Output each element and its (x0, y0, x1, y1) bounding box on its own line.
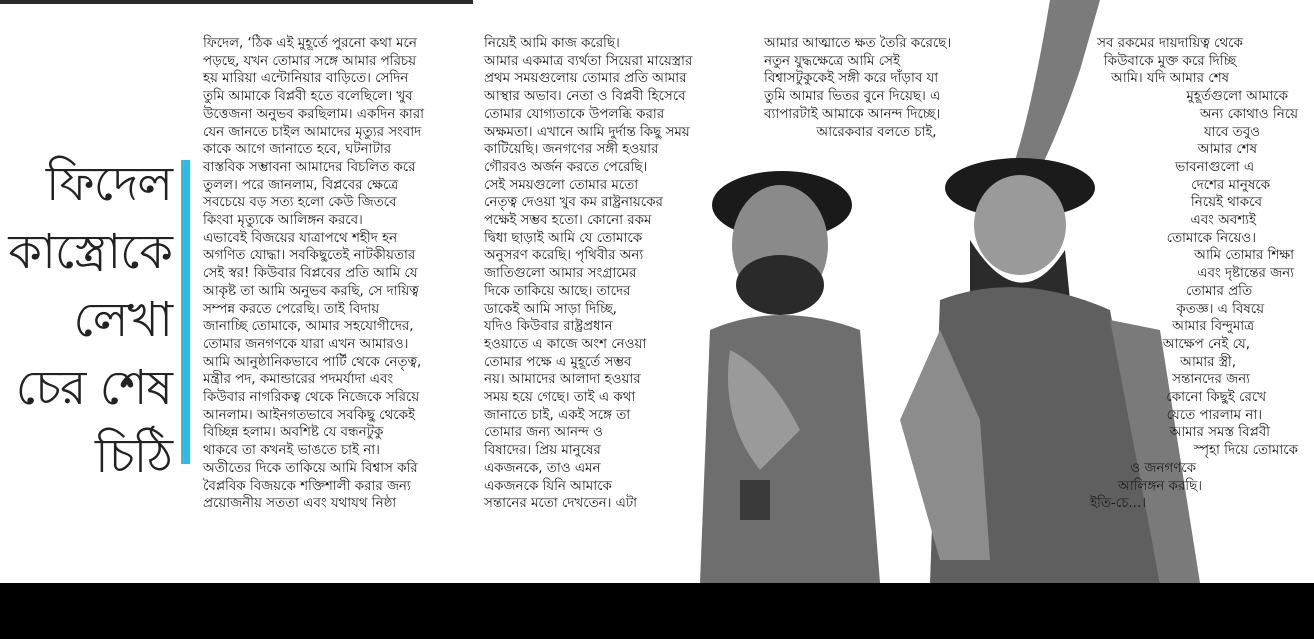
body-line: আমার বিন্দুমাত্র (1172, 319, 1254, 335)
body-line: দিকে তাকিয়ে আছে। তাদের (484, 283, 631, 299)
body-line: তোমার জনগণকে যারা এখন আমারও। (203, 336, 409, 352)
body-line: ও জনগণকে (1130, 460, 1196, 476)
body-line: আনলাম। আইনগতভাবে সবকিছু থেকেই (203, 407, 415, 423)
body-line: তোমাকে নিয়েও। (1166, 230, 1256, 246)
body-line: অতীতের দিকে তাকিয়ে আমি বিশ্বাস করি (203, 460, 418, 476)
body-line: সন্তানদের জন্য (1172, 372, 1250, 388)
body-line: অন্য কোথাও নিয়ে (1199, 106, 1298, 122)
body-line: যেন জানতে চাইল আমাদের মৃত্যুর সংবাদ (203, 124, 422, 140)
body-line: একজনকে, তাও এমন (484, 460, 601, 476)
headline (0, 150, 172, 490)
body-line: ব্যাপারটাই আমাকে আনন্দ দিচ্ছে। (764, 106, 941, 122)
column-2 (484, 35, 734, 513)
body-line: সেই স্বর! কিউবার বিপ্লবের প্রতি আমি যে (203, 266, 418, 282)
headline-line: ফিদেল (45, 156, 172, 212)
column-1 (203, 35, 468, 513)
body-line: আমার সমস্ত বিপ্লবী (1169, 425, 1270, 441)
body-line: সেই সময়গুলো তোমার মতো (484, 177, 639, 193)
body-line: আমার একমাত্র ব্যর্থতা সিয়েরা মায়েস্ত্রার (484, 53, 693, 69)
body-line: নতুন যুদ্ধক্ষেত্রে আমি সেই (764, 53, 900, 69)
body-line: কোনো কিছুই রেখে (1166, 390, 1266, 406)
body-line: মন্ত্রীর পদ, কমান্ডারের পদমর্যাদা এবং (203, 372, 394, 388)
body-line: থাকবে তা কখনই ভাঙতে চাই না। (203, 443, 380, 459)
body-line: বিষাদের। প্রিয় মানুষের (484, 443, 601, 459)
body-line: তোমার জন্য আনন্দ ও (484, 425, 603, 441)
headline-line: লেখা (73, 292, 172, 348)
body-line: উত্তেজনা অনুভব করছিলাম। একদিন কারা (203, 106, 424, 122)
body-line: ডাকেই আমি সাড়া দিচ্ছি, (484, 301, 617, 317)
body-line: কাকে আগে জানাতে হবে, ঘটনাটার (203, 142, 392, 158)
body-line: এবং দৃষ্টান্তের জন্য (1197, 266, 1294, 282)
body-line: আমার আত্মাতে ক্ষত তৈরি করেছে। (764, 36, 952, 51)
body-line: আমি। যদি আমার শেষ (1110, 71, 1230, 87)
body-line: তোমার যোগ্যতাকে উপলব্ধি করার (484, 106, 665, 122)
column-3 (764, 35, 989, 141)
body-line: আকৃষ্ট তা আমি অনুভব করছি, সে দায়িত্ব (203, 283, 419, 299)
body-line: এভাবেই বিজয়ের যাত্রাপথে শহীদ হন (203, 230, 398, 246)
body-line: আরেকবার বলতে চাই, (816, 124, 937, 140)
body-line: সন্তানের মতো দেখতেন। এটা (484, 496, 638, 512)
body-line: বিশ্বাসটুকুকেই সঙ্গী করে দাঁড়াব যা (764, 71, 939, 87)
body-line: হয় মারিয়া এন্টোনিয়ার বাড়িতে। সেদিন (203, 71, 409, 87)
body-line: তোমার প্রতি (1185, 283, 1252, 299)
body-line: আমার স্ত্রী, (1180, 354, 1236, 370)
bottom-black-band (0, 583, 1314, 639)
body-line: জানাচ্ছি তোমাকে, আমার সহযোগীদের, (203, 319, 414, 335)
headline-line: চিঠি (94, 428, 172, 484)
headline-line: কাস্ত্রোকে (8, 224, 172, 280)
body-line: নিয়েই থাকবে (1190, 195, 1262, 211)
body-line: জাতিগুলো আমার সংগ্রামের (484, 266, 637, 282)
body-line: পক্ষেই সম্ভব হতো। কোনো রকম (484, 213, 652, 229)
body-line: কৃতজ্ঞ। এ বিষয়ে (1176, 301, 1264, 317)
body-line: বিচ্ছিন্ন হলাম। অবশিষ্ট যে বন্ধনটুকু (203, 425, 384, 441)
body-line: অনুসরণ করেছি। পৃথিবীর অন্য (484, 248, 644, 264)
body-line: দ্বিধা ছাড়াই আমি যে তোমাকে (484, 230, 643, 246)
body-line: আক্ষেপ নেই যে, (1162, 336, 1250, 352)
body-line: জানাতে চাই, একই সঙ্গে তা (484, 407, 631, 423)
body-line: যাবে তবুও (1203, 124, 1260, 140)
body-line: নয়। আমাদের আলাদা হওয়ার (484, 372, 641, 388)
body-line: তুমি আমাকে বিপ্লবী হতে বলেছিলে। খুব (203, 89, 413, 105)
body-line: তোমার পক্ষে এ মুহূর্তে সম্ভব (484, 354, 632, 370)
body-line: নেতৃত্ব দেওয়া খুব কম রাষ্ট্রনায়কের (484, 195, 663, 211)
body-line: প্রথম সময়গুলোয় তোমার প্রতি আমার (484, 71, 687, 87)
body-line: আস্থার অভাব। নেতা ও বিপ্লবী হিসেবে (484, 89, 686, 105)
body-line: বৈপ্লবিক বিজয়কে শক্তিশালী করার জন্য (203, 478, 411, 494)
headline-accent-bar (181, 160, 190, 464)
body-line: তুমি আমার ভিতর বুনে দিয়েছ। এ (764, 89, 941, 105)
body-line: কিংবা মৃত্যুকে আলিঙ্গন করবে। (203, 213, 363, 229)
body-line: আলিঙ্গন করছি। (1117, 478, 1202, 494)
body-line: কিউবার নাগরিকত্ব থেকে নিজেকে সরিয়ে (203, 390, 420, 406)
column-4 (1040, 35, 1300, 513)
body-line: সবচেয়ে বড় সত্য হলো কেউ জিতবে (203, 195, 397, 211)
body-line: যদিও কিউবার রাষ্ট্রপ্রধান (484, 319, 613, 335)
body-line: মুহূর্তগুলো আমাকে (1186, 89, 1288, 105)
body-line: সব রকমের দায়দায়িত্ব থেকে (1097, 36, 1243, 51)
body-line: সম্পন্ন করতে পেরেছি। তাই বিদায় (203, 301, 380, 317)
body-line: এবং অবশ্যই (1190, 213, 1256, 229)
body-line: একজনকে যিনি আমাকে (484, 478, 612, 494)
body-line: আমার শেষ (1197, 142, 1257, 158)
body-line: নিয়েই আমি কাজ করেছি। (484, 36, 620, 51)
body-line: আমি আনুষ্ঠানিকভাবে পার্টি থেকে নেতৃত্ব, (203, 354, 422, 370)
body-line: আমি তোমার শিক্ষা (1194, 248, 1294, 264)
body-line: যেতে পারলাম না। (1166, 407, 1262, 423)
body-line: পড়ছে, যখন তোমার সঙ্গে আমার পরিচয় (203, 53, 417, 69)
body-line: গৌরবও অর্জন করতে পেরেছি। (484, 159, 648, 175)
body-line: অক্ষমতা। এখানে আমি দুর্দান্ত কিছু সময় (484, 124, 690, 140)
body-line: ভাবনাগুলো এ (1175, 159, 1254, 175)
body-line: কিউবাকে মুক্ত করে দিচ্ছি (1103, 53, 1237, 69)
body-line: স্পৃহা দিয়ে তোমাকে (1193, 443, 1298, 459)
body-line: বাস্তবিক সম্ভাবনা আমাদের বিচলিত করে (203, 159, 416, 175)
body-line: প্রয়োজনীয় সততা এবং যথাযথ নিষ্ঠা (203, 496, 397, 512)
body-line: তুলল। পরে জানলাম, বিপ্লবের ক্ষেত্রে (203, 177, 399, 193)
body-line: কাটিয়েছি। জনগণের সঙ্গী হওয়ার (484, 142, 659, 158)
body-line: হওয়াতে এ কাজে অংশ নেওয়া (484, 336, 647, 352)
body-line: সময় হয়ে গেছে। তাই এ কথা (484, 390, 636, 406)
body-line: ফিদেল, ‘ঠিক এই মুহূর্তে পুরনো কথা মনে (203, 36, 417, 51)
body-line: ইতি-চে...। (1090, 496, 1146, 512)
top-rule (0, 0, 473, 4)
headline-line: চের শেষ (15, 360, 172, 416)
body-line: অগণিত যোদ্ধা। সবকিছুতেই নাটকীয়তার (203, 248, 416, 264)
body-line: দেশের মানুষকে (1191, 177, 1270, 193)
